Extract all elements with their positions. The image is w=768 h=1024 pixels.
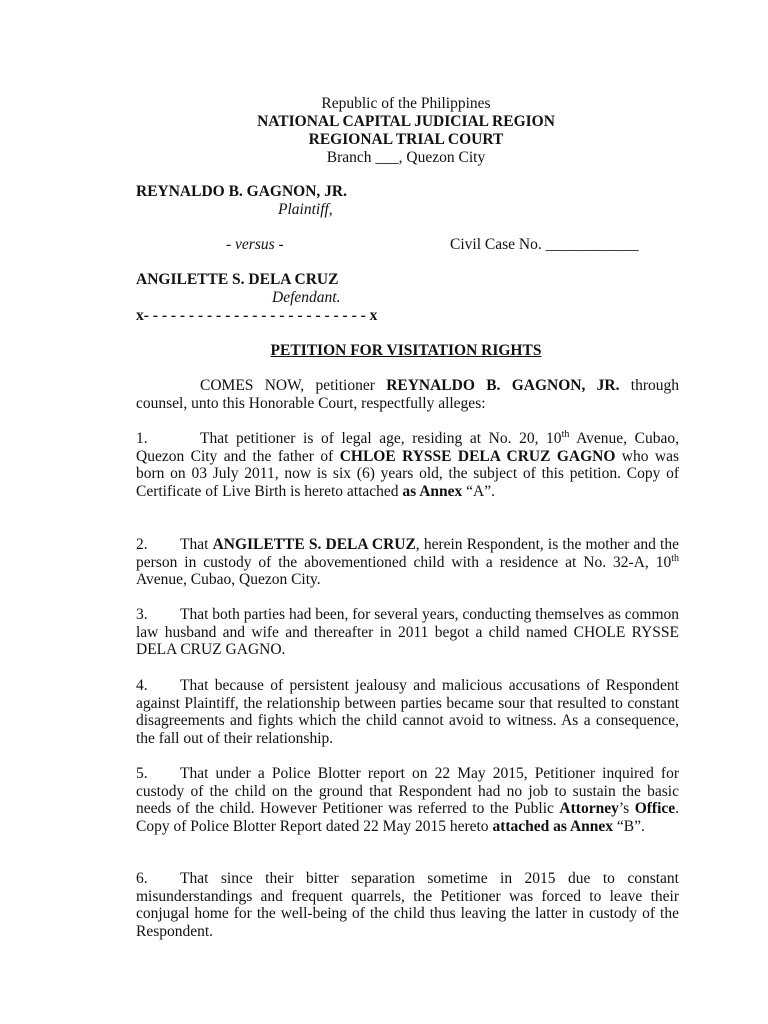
header-republic: Republic of the Philippines bbox=[321, 95, 491, 112]
header-branch: Branch ___, Quezon City bbox=[326, 149, 486, 166]
caption-divider: x- - - - - - - - - - - - - - - - - - - - - - - - - x bbox=[136, 307, 378, 324]
header-region: NATIONAL CAPITAL JUDICIAL REGION bbox=[257, 113, 555, 130]
versus-label: - versus - bbox=[226, 236, 284, 253]
paragraph-1: 1. That petitioner is of legal age, residing at No. 20, 10th Avenue, Cubao, Quezon City and the father of CHLOE RYSSE DELA CRUZ GAGNO who was born on 03 July 2011, now is six (6) years old, the subject of this petition. Copy of Certificate of Live Birth is hereto attached as Annex “A”. bbox=[136, 428, 679, 500]
plaintiff-name: REYNALDO B. GAGNON, JR. bbox=[136, 183, 347, 200]
defendant-role: Defendant. bbox=[272, 289, 341, 306]
paragraph-2: 2. That ANGILETTE S. DELA CRUZ, herein Respondent, is the mother and the person in custody of the abovementioned child with a residence at No. 32-A, 10th Avenue, Cubao, Quezon City. bbox=[136, 536, 679, 589]
document-title: PETITION FOR VISITATION RIGHTS bbox=[270, 342, 542, 359]
defendant-name: ANGILETTE S. DELA CRUZ bbox=[136, 271, 339, 288]
paragraph-3: 3. That both parties had been, for several years, conducting themselves as common law husband and wife and thereafter in 2011 begot a child named CHOLE RYSSE DELA CRUZ GAGNO. bbox=[136, 606, 679, 659]
paragraph-4: 4. That because of persistent jealousy and malicious accusations of Respondent against Plaintiff, the relationship between parties became sour that resulted to constant disagreements and fights which the child cannot avoid to witness. As a consequence, the fall out of their relationship. bbox=[136, 677, 679, 747]
plaintiff-role: Plaintiff, bbox=[278, 201, 333, 218]
paragraph-6: 6. That since their bitter separation sometime in 2015 due to constant misunderstandings and frequent quarrels, the Petitioner was forced to leave their conjugal home for the well-being of the child thus leaving the latter in custody of the Respondent. bbox=[136, 870, 679, 940]
header-court: REGIONAL TRIAL COURT bbox=[308, 131, 504, 148]
paragraph-5: 5. That under a Police Blotter report on 22 May 2015, Petitioner inquired for custody of the child on the ground that Respondent had no job to sustain the basic needs of the child. However Petitioner was referred to the Public Attorney’s Office. Copy of Police Blotter Report dated 22 May 2015 hereto attached as Annex “B”. bbox=[136, 765, 680, 835]
civil-case-number: Civil Case No. ____________ bbox=[450, 236, 639, 253]
intro-paragraph: COMES NOW, petitioner REYNALDO B. GAGNON, JR. through counsel, unto this Honorable Court, respectfully alleges: bbox=[136, 377, 679, 412]
